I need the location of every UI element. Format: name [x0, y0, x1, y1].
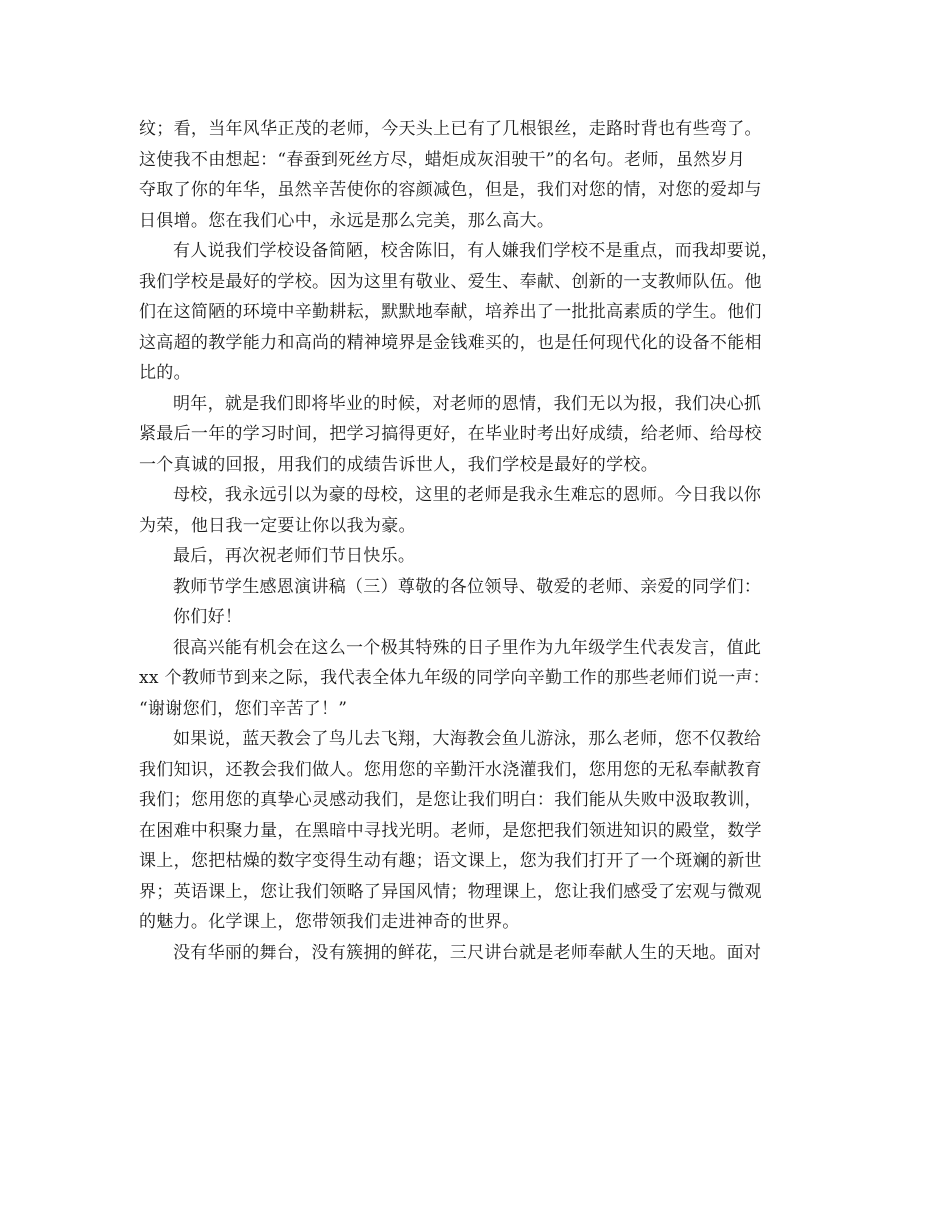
text-line: 我们知识，还教会我们做人。您用您的辛勤汗水浇灌我们，您用您的无私奉献教育 — [139, 759, 762, 780]
text-line: xx 个教师节到来之际，我代表全体九年级的同学向辛勤工作的那些老师们说一声： — [139, 668, 770, 688]
text-line: 课上，您把枯燥的数字变得生动有趣；语文课上，您为我们打开了一个斑斓的新世 — [139, 851, 762, 871]
text-line: 没有华丽的舞台，没有簇拥的鲜花，三尺讲台就是老师奉献人生的天地。面对 — [173, 942, 762, 963]
text-line: 比的。 — [139, 363, 191, 383]
text-line: “谢谢您们，您们辛苦了！” — [139, 698, 348, 719]
text-line: 这高超的教学能力和高尚的精神境界是金钱难买的，也是任何现代化的设备不能相 — [139, 332, 762, 353]
text-line: 我们；您用您的真挚心灵感动我们，是您让我们明白：我们能从失败中汲取教训， — [139, 790, 762, 810]
text-line: 们在这简陋的环境中辛勤耕耘，默默地奉献，培养出了一批批高素质的学生。他们 — [139, 302, 762, 322]
text-line: 的魅力。化学课上，您带领我们走进神奇的世界。 — [139, 912, 520, 932]
text-line: 纹；看，当年风华正茂的老师，今天头上已有了几根银丝，走路时背也有些弯了。 — [139, 119, 762, 139]
text-line: 为荣，他日我一定要让你以我为豪。 — [139, 515, 416, 536]
text-line: 教师节学生感恩演讲稿（三）尊敬的各位领导、敬爱的老师、亲爱的同学们： — [173, 576, 762, 597]
text-line: 夺取了你的年华，虽然辛苦使你的容颜减色，但是，我们对您的情，对您的爱却与 — [139, 180, 762, 200]
text-line: 最后，再次祝老师们节日快乐。 — [173, 546, 416, 566]
text-line: 日俱增。您在我们心中，永远是那么完美，那么高大。 — [139, 210, 555, 231]
text-line: 母校，我永远引以为豪的母校，这里的老师是我永生难忘的恩师。今日我以你 — [173, 485, 762, 505]
text-line: 很高兴能有机会在这么一个极其特殊的日子里作为九年级学生代表发言，值此 — [173, 637, 762, 658]
text-line: 我们学校是最好的学校。因为这里有敬业、爱生、奉献、创新的一支教师队伍。他 — [139, 271, 762, 292]
text-line: 在困难中积聚力量，在黑暗中寻找光明。老师，是您把我们领进知识的殿堂，数学 — [139, 820, 762, 841]
text-line: 如果说，蓝天教会了鸟儿去飞翔，大海教会鱼儿游泳，那么老师，您不仅教给 — [173, 729, 762, 749]
text-line: 一个真诚的回报，用我们的成绩告诉世人，我们学校是最好的学校。 — [139, 454, 658, 475]
text-line: 明年，就是我们即将毕业的时候，对老师的恩情，我们无以为报，我们决心抓 — [173, 393, 762, 414]
document-body — [139, 114, 811, 968]
text-line: 这使我不由想起：“春蚕到死丝方尽，蜡炬成灰泪驶干”的名句。老师，虽然岁月 — [139, 149, 746, 170]
text-line: 你们好！ — [173, 607, 243, 627]
text-line: 紧最后一年的学习时间，把学习搞得更好，在毕业时考出好成绩，给老师、给母校 — [139, 424, 762, 444]
text-line: 有人说我们学校设备简陋，校舍陈旧，有人嫌我们学校不是重点，而我却要说， — [173, 241, 779, 261]
text-line: 界；英语课上，您让我们领略了异国风情；物理课上，您让我们感受了宏观与微观 — [139, 881, 762, 902]
